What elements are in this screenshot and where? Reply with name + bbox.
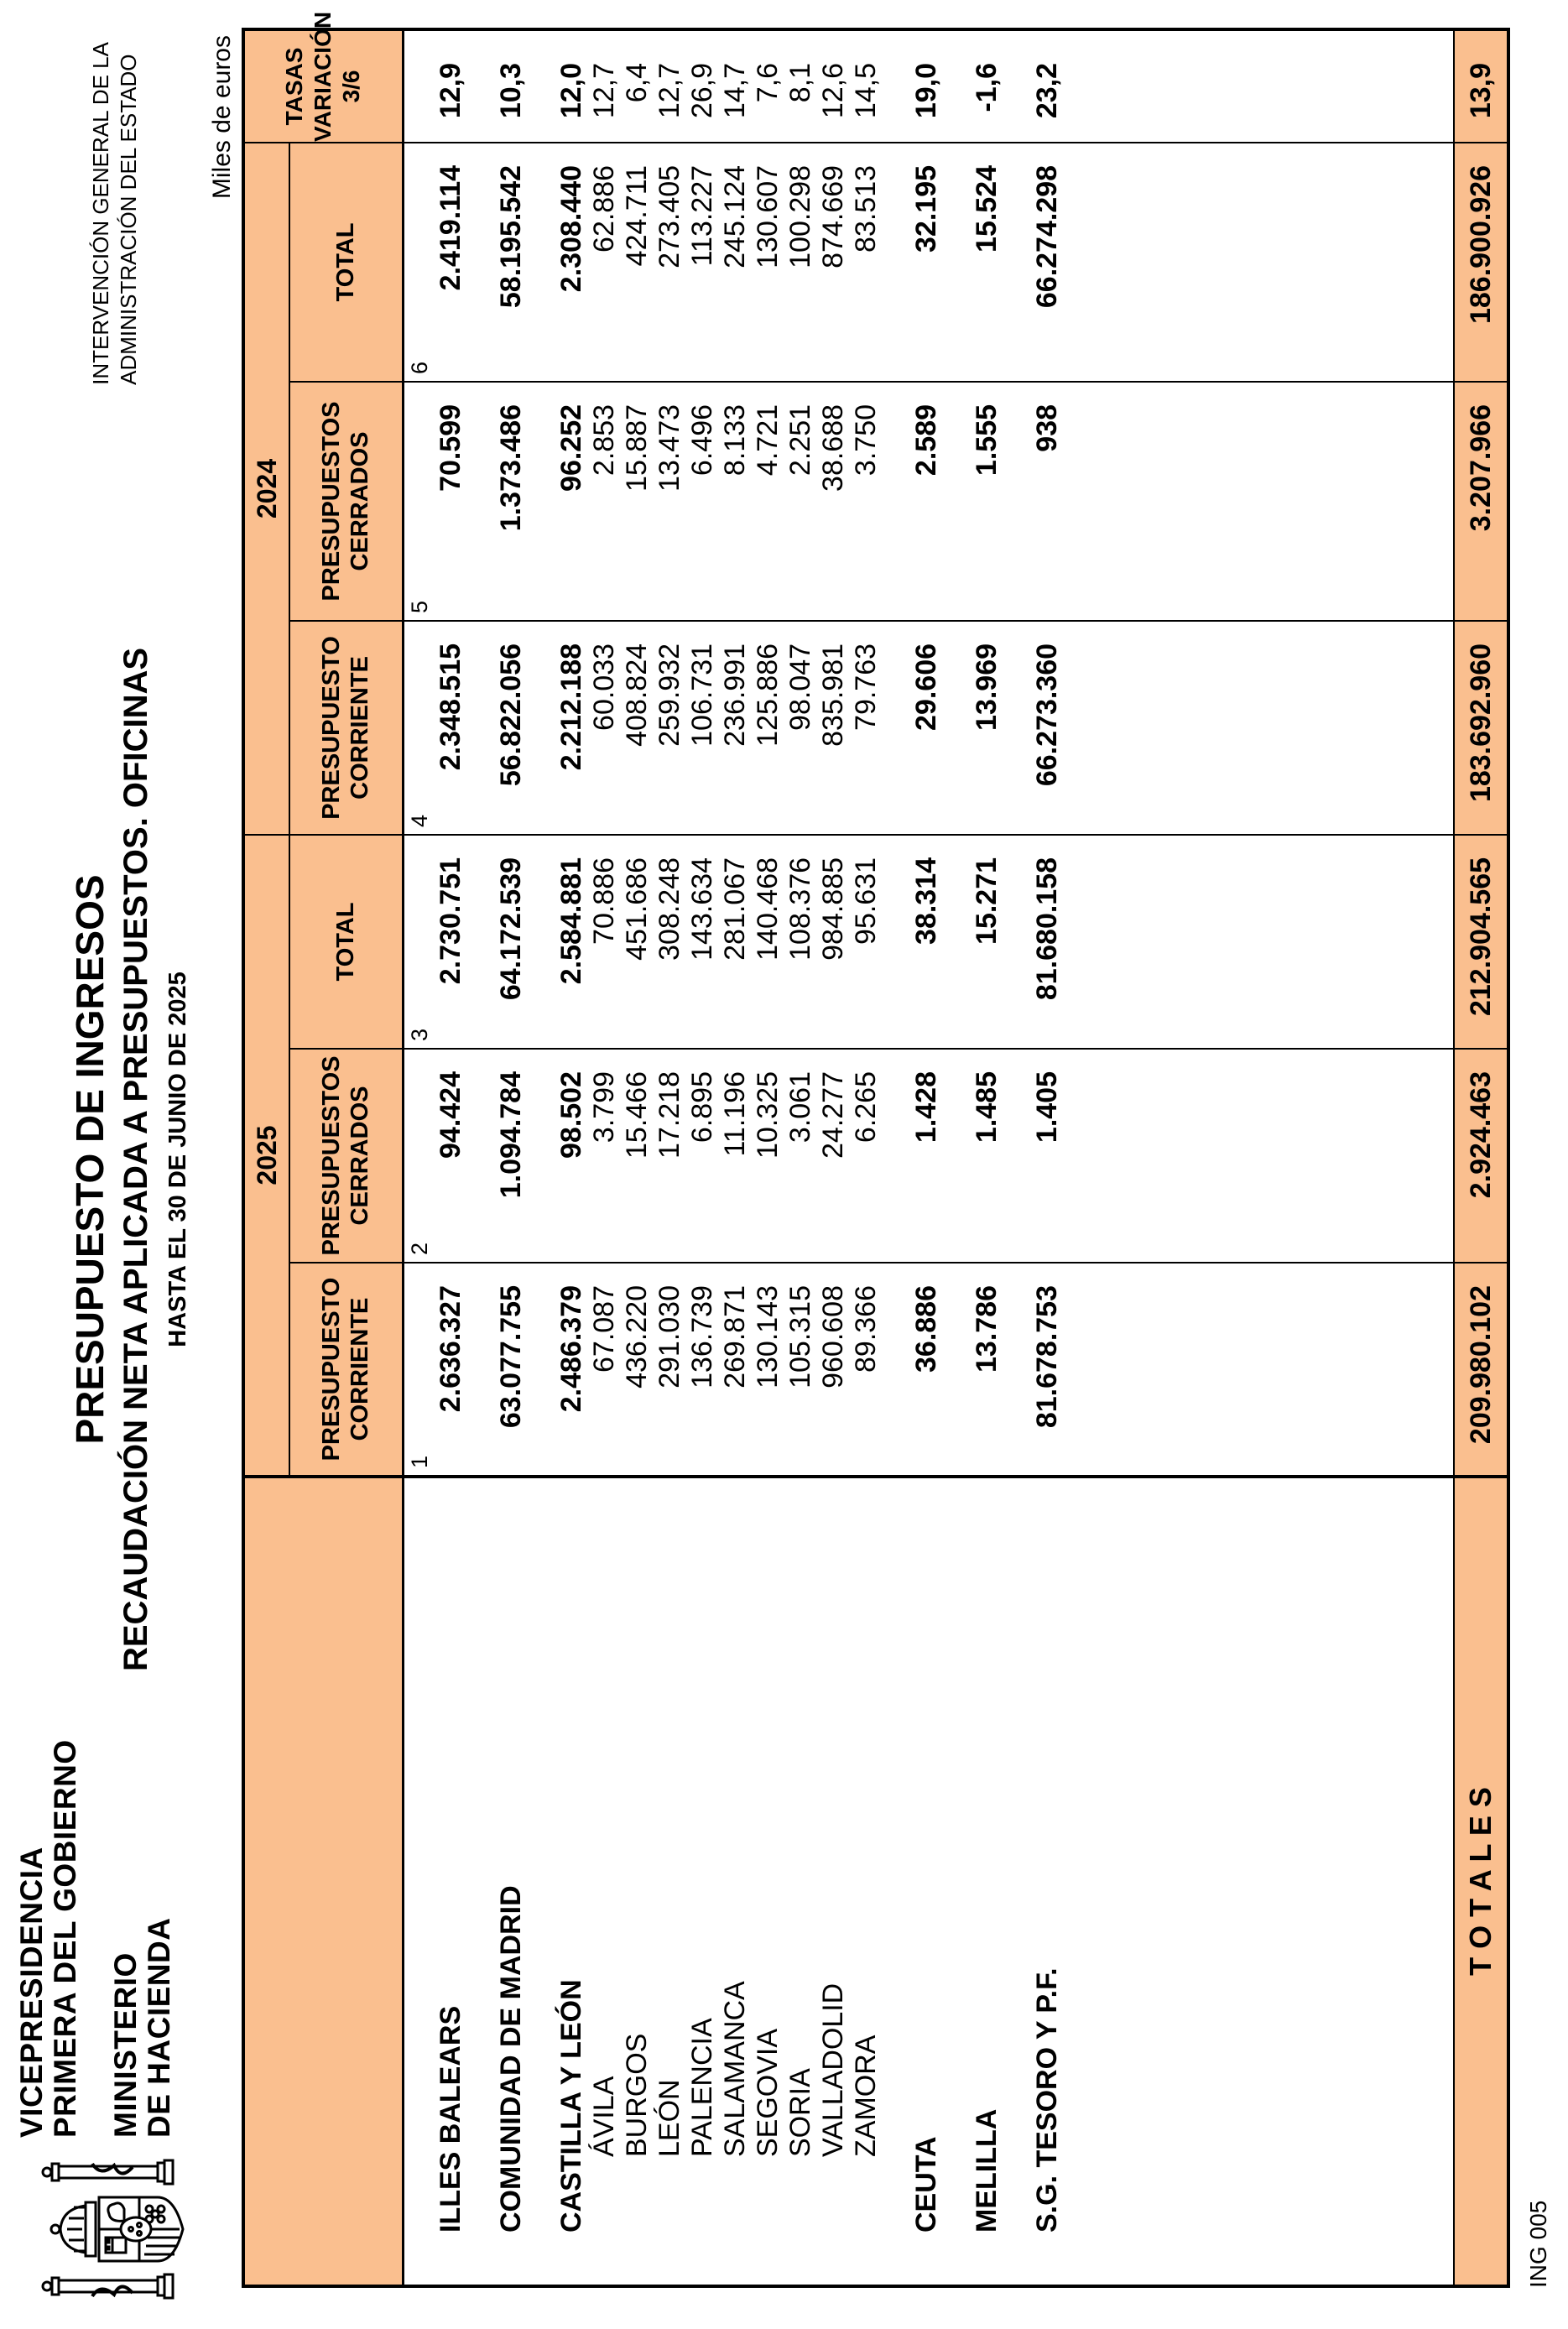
- cell-value: 1.373.486: [495, 382, 528, 621]
- cell-value: 1.094.784: [495, 1049, 528, 1263]
- row-label: S.G. TESORO Y P.F.: [1031, 1477, 1064, 2286]
- cell-value: -1,6: [971, 62, 1003, 112]
- cell-value: 95.631: [850, 835, 883, 1049]
- year-2024-header: 2024: [243, 143, 289, 835]
- cell-value: [943, 143, 971, 382]
- header-line: CERRADOS: [346, 431, 374, 571]
- corner-header-cell: [243, 1477, 403, 2286]
- cell-value: 98.047: [784, 621, 817, 835]
- cell-value: 8.133: [719, 382, 752, 621]
- cell-value: 17.218: [654, 1049, 686, 1263]
- form-code: ING 005: [1525, 2200, 1551, 2288]
- agency-line1: INTERVENCIÓN GENERAL DE LA: [88, 42, 113, 385]
- cell-value: 2.486.379: [555, 1263, 588, 1477]
- cell-value: 3.750: [850, 382, 883, 621]
- cell-value: 1.555: [971, 382, 1003, 621]
- cell-value: 81.680.158: [1031, 835, 1064, 1049]
- col-header-presupuestos-cerrados-2024: [289, 382, 403, 621]
- table-body: [403, 29, 1508, 2286]
- cell-value: 130.607: [752, 143, 784, 382]
- cell-value: [943, 621, 971, 835]
- cell-value: [1003, 29, 1031, 143]
- cell-value: 100.298: [784, 143, 817, 382]
- cell-value: 15.271: [971, 835, 1003, 1049]
- cell-value: 108.376: [784, 835, 817, 1049]
- cell-value: [883, 382, 910, 621]
- cell-value: 12,0: [555, 62, 587, 119]
- cell-value: 2.419.114: [435, 143, 467, 382]
- table-row: [971, 29, 1003, 2286]
- header-line: CORRIENTE: [346, 1297, 374, 1441]
- cell-value: 835.981: [817, 621, 850, 835]
- row-label: T O T A L E S: [1454, 1477, 1508, 2286]
- cell-value: [1064, 1263, 1454, 1477]
- spacer-row: [467, 29, 495, 2286]
- cell-value: 291.030: [654, 1263, 686, 1477]
- cell-value: 98.502: [555, 1049, 588, 1263]
- cell-value: [1064, 143, 1454, 382]
- cell-value: 2.308.440: [555, 143, 588, 382]
- cell-value: 2.853: [588, 382, 621, 621]
- cell-value: [528, 1263, 555, 1477]
- cell-value: 38.314: [910, 835, 943, 1049]
- ministerio-line2: DE HACIENDA: [142, 1917, 176, 2138]
- col-header-presupuestos-cerrados-2025: [289, 1049, 403, 1263]
- cell-value: 79.763: [850, 621, 883, 835]
- cell-value: 140.468: [752, 835, 784, 1049]
- cell-value: [943, 29, 971, 143]
- row-label: ZAMORA: [850, 1477, 883, 2286]
- cell-value: [467, 835, 495, 1049]
- cell-value: 12,6: [817, 62, 849, 119]
- cell-value: 14,5: [850, 62, 882, 119]
- marker-spacer: [403, 1477, 435, 2286]
- cell-value: 60.033: [588, 621, 621, 835]
- spacer-row: [1003, 29, 1031, 2286]
- header-line: PRESUPUESTOS: [318, 401, 346, 602]
- cell-value: 6.496: [686, 382, 719, 621]
- cell-value: [1064, 1049, 1454, 1263]
- cell-value: 6.265: [850, 1049, 883, 1263]
- cell-value: 83.513: [850, 143, 883, 382]
- column-marker: 6: [403, 143, 435, 382]
- cell-value: 308.248: [654, 835, 686, 1049]
- cell-value: 269.871: [719, 1263, 752, 1477]
- cell-value: 89.366: [850, 1263, 883, 1477]
- cell-value: [467, 1049, 495, 1263]
- cell-value: 136.739: [686, 1263, 719, 1477]
- tasas-variacion-header: [243, 11, 403, 143]
- year-2025-header: 2025: [243, 835, 289, 1477]
- budget-table: [242, 11, 1510, 2288]
- row-label: MELILLA: [971, 1477, 1003, 2286]
- cell-value: 106.731: [686, 621, 719, 835]
- cell-value: [943, 1049, 971, 1263]
- cell-value: 96.252: [555, 382, 588, 621]
- cell-value: 451.686: [621, 835, 654, 1049]
- cell-value: 13.473: [654, 382, 686, 621]
- cell-value: 3.799: [588, 1049, 621, 1263]
- cell-value: 81.678.753: [1031, 1263, 1064, 1477]
- table-row: [686, 29, 719, 2286]
- table-row: [817, 29, 850, 2286]
- cell-value: 183.692.960: [1454, 621, 1508, 835]
- cell-value: [467, 1263, 495, 1477]
- cell-value: 3.207.966: [1454, 382, 1508, 621]
- table-row: [1031, 29, 1064, 2286]
- cell-value: 6,4: [621, 62, 653, 103]
- cell-value: 15.466: [621, 1049, 654, 1263]
- cell-value: [943, 1263, 971, 1477]
- agency-block: [87, 42, 143, 385]
- marker-spacer: [403, 29, 435, 143]
- cell-value: 436.220: [621, 1263, 654, 1477]
- cell-value: 236.991: [719, 621, 752, 835]
- column-marker: 3: [403, 835, 435, 1049]
- cell-value: 281.067: [719, 835, 752, 1049]
- cell-value: 70.599: [435, 382, 467, 621]
- cell-value: 1.405: [1031, 1049, 1064, 1263]
- row-label: VALLADOLID: [817, 1477, 850, 2286]
- cell-value: [528, 143, 555, 382]
- cell-value: 58.195.542: [495, 143, 528, 382]
- cell-value: 63.077.755: [495, 1263, 528, 1477]
- header-line: PRESUPUESTO: [318, 636, 346, 820]
- cell-value: [1003, 1049, 1031, 1263]
- column-marker: 5: [403, 382, 435, 621]
- row-label: SALAMANCA: [719, 1477, 752, 2286]
- cell-value: 2.730.751: [435, 835, 467, 1049]
- row-label: COMUNIDAD DE MADRID: [495, 1477, 528, 2286]
- table-row: [850, 29, 883, 2286]
- title-line1: PRESUPUESTO DE INGRESOS: [68, 874, 112, 1445]
- cell-value: 64.172.539: [495, 835, 528, 1049]
- table-row: [654, 29, 686, 2286]
- row-label: ILLES BALEARS: [435, 1477, 467, 2286]
- title-line2: RECAUDACIÓN NETA APLICADA A PRESUPUESTOS. OFICINAS: [117, 647, 154, 1672]
- row-label: ÁVILA: [588, 1477, 621, 2286]
- table-row: [719, 29, 752, 2286]
- table-row: [495, 29, 528, 2286]
- cell-value: 24.277: [817, 1049, 850, 1263]
- cell-value: [467, 621, 495, 835]
- cell-value: [1003, 143, 1031, 382]
- cell-value: 2.584.881: [555, 835, 588, 1049]
- row-label: CASTILLA Y LEÓN: [555, 1477, 588, 2286]
- cell-value: 6.895: [686, 1049, 719, 1263]
- cell-value: 2.212.188: [555, 621, 588, 835]
- title-line3: HASTA EL 30 DE JUNIO DE 2025: [164, 972, 191, 1347]
- cell-value: 12,7: [654, 62, 685, 119]
- row-label: LEÓN: [654, 1477, 686, 2286]
- cell-value: 19,0: [910, 62, 942, 119]
- vicepresidencia-line1: VICEPRESIDENCIA: [14, 1847, 49, 2138]
- cell-value: 12,7: [588, 62, 620, 119]
- cell-value: 15.887: [621, 382, 654, 621]
- row-label: SORIA: [784, 1477, 817, 2286]
- table-row: [752, 29, 784, 2286]
- cell-value: [943, 835, 971, 1049]
- cell-value: 105.315: [784, 1263, 817, 1477]
- cell-value: 7,6: [752, 62, 784, 103]
- cell-value: [528, 621, 555, 835]
- cell-value: 1.428: [910, 1049, 943, 1263]
- tasas-header-line2: VARIACIÓN: [310, 11, 336, 142]
- cell-value: 11.196: [719, 1049, 752, 1263]
- cell-value: [943, 382, 971, 621]
- cell-value: [467, 143, 495, 382]
- cell-value: [467, 29, 495, 143]
- row-label: PALENCIA: [686, 1477, 719, 2286]
- cell-value: 29.606: [910, 621, 943, 835]
- column-marker: 4: [403, 621, 435, 835]
- header-line: CORRIENTE: [346, 656, 374, 800]
- col-header-presupuesto-corriente-2025: [289, 1263, 403, 1477]
- column-marker-row: [403, 29, 435, 2286]
- header-line: CERRADOS: [346, 1086, 374, 1226]
- table-row: [910, 29, 943, 2286]
- spacer-row: [528, 29, 555, 2286]
- column-marker: 2: [403, 1049, 435, 1263]
- cell-value: [1064, 621, 1454, 835]
- cell-value: [883, 835, 910, 1049]
- cell-value: 143.634: [686, 835, 719, 1049]
- row-label: [528, 1477, 555, 2286]
- cell-value: 259.932: [654, 621, 686, 835]
- cell-value: 960.608: [817, 1263, 850, 1477]
- cell-value: 2.924.463: [1454, 1049, 1508, 1263]
- cell-value: 3.061: [784, 1049, 817, 1263]
- totals-row: [1454, 29, 1508, 2286]
- row-label: [467, 1477, 495, 2286]
- row-label: SEGOVIA: [752, 1477, 784, 2286]
- cell-value: 130.143: [752, 1263, 784, 1477]
- spacer-row: [943, 29, 971, 2286]
- cell-value: [528, 835, 555, 1049]
- tasas-header-line3: 3/6: [338, 70, 365, 103]
- cell-value: 209.980.102: [1454, 1263, 1508, 1477]
- cell-value: 26,9: [686, 62, 718, 119]
- cell-value: [1064, 29, 1454, 143]
- agency-line2: ADMINISTRACIÓN DEL ESTADO: [116, 54, 141, 385]
- cell-value: 66.274.298: [1031, 143, 1064, 382]
- cell-value: [1064, 382, 1454, 621]
- col-header-presupuesto-corriente-2024: [289, 621, 403, 835]
- cell-value: 70.886: [588, 835, 621, 1049]
- row-label: [883, 1477, 910, 2286]
- cell-value: 14,7: [719, 62, 751, 119]
- ministerio-line1: MINISTERIO: [108, 1952, 143, 2138]
- row-label: [1064, 1477, 1454, 2286]
- cell-value: [1003, 835, 1031, 1049]
- table-row: [555, 29, 588, 2286]
- cell-value: 94.424: [435, 1049, 467, 1263]
- cell-value: [883, 1263, 910, 1477]
- cell-value: [528, 382, 555, 621]
- col-header-total-2024: TOTAL: [289, 143, 403, 382]
- cell-value: [1003, 382, 1031, 621]
- row-label: BURGOS: [621, 1477, 654, 2286]
- cell-value: 15.524: [971, 143, 1003, 382]
- cell-value: 1.485: [971, 1049, 1003, 1263]
- cell-value: 10,3: [495, 62, 527, 119]
- cell-value: 408.824: [621, 621, 654, 835]
- col-header-total-2025: TOTAL: [289, 835, 403, 1049]
- spacer-row: [1064, 29, 1454, 2286]
- vicepresidencia-line2: PRIMERA DEL GOBIERNO: [48, 1739, 82, 2138]
- cell-value: 23,2: [1031, 62, 1063, 119]
- cell-value: [467, 382, 495, 621]
- cell-value: 4.721: [752, 382, 784, 621]
- cell-value: 424.711: [621, 143, 654, 382]
- cell-value: 13.786: [971, 1263, 1003, 1477]
- cell-value: 273.405: [654, 143, 686, 382]
- cell-value: 36.886: [910, 1263, 943, 1477]
- cell-value: 10.325: [752, 1049, 784, 1263]
- cell-value: 186.900.926: [1454, 143, 1508, 382]
- table-row: [588, 29, 621, 2286]
- spacer-row: [883, 29, 910, 2286]
- cell-value: 13.969: [971, 621, 1003, 835]
- cell-value: 2.636.327: [435, 1263, 467, 1477]
- cell-value: 66.273.360: [1031, 621, 1064, 835]
- cell-value: 32.195: [910, 143, 943, 382]
- cell-value: [1064, 835, 1454, 1049]
- cell-value: 2.251: [784, 382, 817, 621]
- row-label: [943, 1477, 971, 2286]
- cell-value: [1003, 1263, 1031, 1477]
- cell-value: 125.886: [752, 621, 784, 835]
- cell-value: 245.124: [719, 143, 752, 382]
- cell-value: 2.589: [910, 382, 943, 621]
- cell-value: 62.886: [588, 143, 621, 382]
- cell-value: [883, 143, 910, 382]
- cell-value: 938: [1031, 382, 1064, 621]
- cell-value: 8,1: [784, 62, 816, 103]
- cell-value: [528, 29, 555, 143]
- table-row: [435, 29, 467, 2286]
- cell-value: [1003, 621, 1031, 835]
- table-row: [621, 29, 654, 2286]
- cell-value: 874.669: [817, 143, 850, 382]
- column-marker: 1: [403, 1263, 435, 1477]
- cell-value: 984.885: [817, 835, 850, 1049]
- cell-value: [883, 1049, 910, 1263]
- table-row: [784, 29, 817, 2286]
- cell-value: 2.348.515: [435, 621, 467, 835]
- cell-value: 212.904.565: [1454, 835, 1508, 1049]
- cell-value: 38.688: [817, 382, 850, 621]
- cell-value: 56.822.056: [495, 621, 528, 835]
- header-line: PRESUPUESTO: [318, 1277, 346, 1461]
- cell-value: 113.227: [686, 143, 719, 382]
- header-line: PRESUPUESTOS: [318, 1055, 346, 1256]
- cell-value: [883, 29, 910, 143]
- row-label: CEUTA: [910, 1477, 943, 2286]
- units-note: Miles de euros: [208, 35, 236, 200]
- cell-value: 67.087: [588, 1263, 621, 1477]
- cell-value: 13,9: [1454, 29, 1508, 143]
- cell-value: [883, 621, 910, 835]
- cell-value: [528, 1049, 555, 1263]
- row-label: [1003, 1477, 1031, 2286]
- cell-value: 12,9: [435, 62, 466, 119]
- tasas-header-line1: TASAS: [281, 47, 308, 126]
